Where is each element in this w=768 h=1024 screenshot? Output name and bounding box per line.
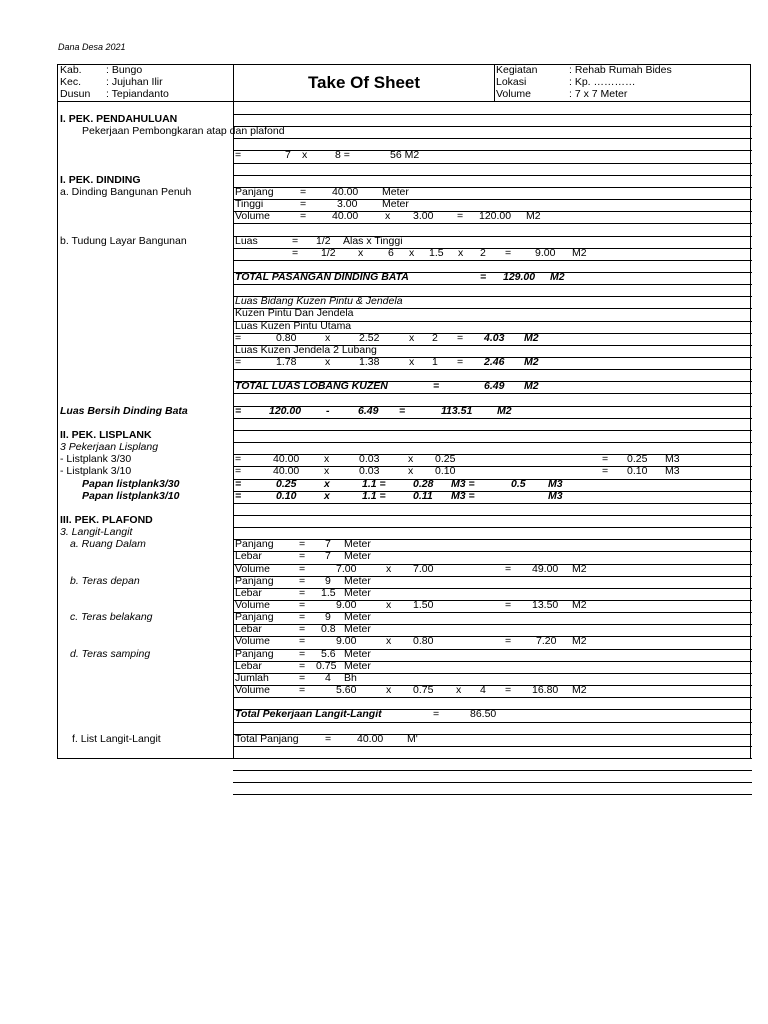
calc-cell: Meter [382, 185, 409, 198]
header-key: Kab. [60, 64, 82, 76]
grid-line [233, 624, 752, 625]
calc-cell: = [299, 611, 306, 624]
calc-cell: 0.80 [413, 635, 434, 648]
section-label: Pekerjaan Pembongkaran atap dan plafond [82, 125, 285, 138]
calc-cell: 0.10 [627, 465, 648, 478]
calc-cell: x [324, 465, 330, 478]
calc-cell: 0.28 [413, 477, 434, 490]
calc-cell: Meter [344, 574, 371, 587]
calc-cell: Luas Kuzen Pintu Utama [235, 319, 352, 332]
calc-cell: 3.00 [413, 210, 434, 223]
calc-cell: = [235, 331, 242, 344]
calc-cell: 1/2 [316, 234, 331, 247]
grid-line [233, 794, 752, 795]
calc-cell: 2 [432, 331, 438, 344]
grid-line [233, 697, 752, 698]
calc-cell: 13.50 [532, 599, 559, 611]
calc-cell: - [326, 404, 330, 417]
grid-line [233, 126, 752, 127]
calc-cell: 5.6 [321, 647, 336, 660]
grid-line [233, 612, 752, 613]
calc-cell: M3 [665, 453, 680, 466]
sheet-title: Take Of Sheet [307, 73, 421, 92]
header-divider [494, 65, 495, 101]
grid-line [233, 734, 752, 735]
section-label: - Listplank 3/30 [60, 453, 132, 466]
calc-cell: M2 [572, 246, 587, 259]
calc-cell: 1.1 = [362, 477, 386, 490]
calc-cell: = [235, 489, 242, 502]
calc-cell: 0.5 [511, 477, 526, 490]
calc-cell: 0.80 [276, 331, 297, 344]
calc-cell: 6.49 [358, 404, 379, 417]
header-value: : 7 x 7 Meter [569, 88, 628, 100]
column-divider [233, 65, 234, 758]
header-key: Lokasi [496, 76, 527, 88]
calc-cell: 86.50 [470, 708, 497, 721]
calc-cell: 1.78 [276, 356, 297, 368]
grid-line [233, 479, 752, 480]
calc-cell: = [505, 246, 512, 259]
calc-cell: Volume [235, 684, 271, 697]
grid-line [233, 187, 752, 188]
calc-cell: = [300, 198, 307, 211]
grid-line [233, 393, 752, 394]
grid-line [233, 564, 752, 565]
calc-cell: 6.49 [484, 380, 505, 393]
calc-cell: Total Panjang [235, 732, 299, 745]
calc-cell: = [299, 586, 306, 599]
calc-cell: 1.38 [359, 356, 380, 368]
calc-cell: x [409, 246, 415, 259]
grid-line [233, 236, 752, 237]
grid-line [233, 722, 752, 723]
calc-cell: 56 M2 [390, 149, 420, 162]
header-value: : Jujuhan Ilir [106, 76, 163, 88]
calc-cell: Lebar [235, 550, 262, 563]
calc-cell: x [324, 477, 330, 490]
calc-cell: 0.75 [316, 659, 337, 672]
calc-cell: = [235, 149, 242, 162]
calc-cell: x [409, 331, 415, 344]
calc-cell: 40.00 [332, 210, 359, 223]
calc-cell: 6 [388, 246, 394, 259]
calc-cell: = [433, 380, 440, 393]
calc-cell: 0.25 [276, 477, 297, 490]
calc-cell: 1.50 [413, 599, 434, 611]
calc-cell: M2 [524, 380, 539, 393]
calc-cell: M3 [548, 489, 563, 502]
grid-line [233, 758, 752, 759]
calc-cell: 0.11 [413, 489, 433, 502]
calc-cell: Panjang [235, 185, 274, 198]
calc-cell: = [299, 647, 306, 660]
calc-cell: x [324, 453, 330, 466]
calc-cell: 1.5 [321, 586, 336, 599]
grid-line [233, 576, 752, 577]
calc-cell: x [302, 149, 308, 162]
calc-cell: 0.25 [435, 453, 456, 466]
calc-cell: = [299, 623, 306, 636]
calc-cell: Luas Bidang Kuzen Pintu & Jendela [235, 295, 403, 308]
calc-cell: 129.00 [503, 270, 536, 283]
calc-cell: 9 [325, 611, 331, 624]
calc-cell: 0.10 [435, 465, 456, 478]
calc-cell: M3 = [451, 489, 475, 502]
calc-cell: x [409, 356, 415, 368]
calc-cell: TOTAL PASANGAN DINDING BATA [235, 270, 409, 283]
calc-cell: M3 [548, 477, 563, 490]
calc-cell: = [480, 270, 487, 283]
calc-cell: = [292, 234, 299, 247]
calc-cell: 1 [432, 356, 438, 368]
calc-cell: = [300, 210, 307, 223]
calc-cell: Meter [344, 647, 371, 660]
grid-line [233, 284, 752, 285]
calc-cell: Volume [235, 210, 271, 223]
calc-cell: = [505, 684, 512, 697]
grid-line [233, 491, 752, 492]
header-value: : Bungo [106, 64, 143, 76]
calc-cell: = [292, 246, 299, 259]
calc-cell: M3 = [451, 477, 475, 490]
calc-cell: x [458, 246, 464, 259]
calc-cell: Meter [344, 623, 371, 636]
calc-cell: 9.00 [535, 246, 556, 259]
calc-cell: = [235, 465, 242, 478]
calc-cell: x [408, 465, 414, 478]
calc-cell: = [235, 404, 242, 417]
grid-line [233, 515, 752, 516]
calc-cell: x [325, 331, 331, 344]
grid-line [233, 503, 752, 504]
calc-cell: Lebar [235, 623, 262, 636]
calc-cell: Panjang [235, 647, 274, 660]
calc-cell: 9 [325, 574, 331, 587]
calc-cell: 9.00 [336, 635, 357, 648]
header-key: Kec. [60, 76, 82, 88]
section-label: d. Teras samping [70, 647, 151, 660]
calc-cell: Panjang [235, 574, 274, 587]
section-label: Papan listplank3/30 [82, 477, 180, 490]
grid-line [233, 673, 752, 674]
calc-cell: Volume [235, 635, 271, 648]
calc-cell: x [456, 684, 462, 697]
calc-cell: M2 [572, 562, 587, 575]
grid-line [233, 369, 752, 370]
grid-line [233, 223, 752, 224]
calc-cell: Panjang [235, 538, 274, 551]
grid-line [233, 260, 752, 261]
grid-line [233, 746, 752, 747]
calc-cell: = [299, 574, 306, 587]
section-label: Papan listplank3/10 [82, 489, 180, 502]
calc-cell: = [505, 599, 512, 611]
calc-cell: 7 [325, 550, 331, 563]
calc-cell: Volume [235, 599, 271, 611]
calc-cell: = [300, 185, 307, 198]
calc-cell: Meter [344, 586, 371, 599]
calc-cell: M3 [665, 465, 680, 478]
calc-cell: 16.80 [532, 684, 559, 697]
calc-cell: 8 = [335, 149, 350, 162]
calc-cell: 7.00 [413, 562, 434, 575]
header-key: Kegiatan [496, 64, 538, 76]
section-label: II. PEK. LISPLANK [60, 428, 152, 441]
calc-cell: Alas x Tinggi [343, 234, 403, 247]
calc-cell: 4 [325, 671, 331, 684]
section-label: III. PEK. PLAFOND [60, 513, 153, 526]
grid-line [233, 539, 752, 540]
section-label: f. List Langit-Langit [72, 732, 161, 745]
calc-cell: Meter [344, 659, 371, 672]
calc-cell: = [299, 550, 306, 563]
take-off-sheet [57, 64, 751, 759]
calc-cell: x [324, 489, 330, 502]
calc-cell: 7 [325, 538, 331, 551]
grid-line [233, 418, 752, 419]
grid-line [233, 649, 752, 650]
calc-cell: 0.03 [359, 453, 380, 466]
calc-cell: 4 [480, 684, 486, 697]
calc-cell: = [602, 465, 609, 478]
calc-cell: = [457, 210, 464, 223]
calc-cell: 1/2 [321, 246, 336, 259]
calc-cell: = [299, 684, 306, 697]
calc-cell: = [505, 562, 512, 575]
calc-cell: Meter [344, 538, 371, 551]
grid-line [233, 588, 752, 589]
header-value: : Rehab Rumah Bides [569, 64, 672, 76]
calc-cell: = [299, 671, 306, 684]
calc-cell: x [386, 562, 392, 575]
calc-cell: = [457, 331, 464, 344]
calc-cell: x [325, 356, 331, 368]
calc-cell: = [235, 453, 242, 466]
section-label: Luas Bersih Dinding Bata [60, 404, 188, 417]
calc-cell: Bh [344, 671, 357, 684]
calc-cell: 9.00 [336, 599, 357, 611]
calc-cell: 2.52 [359, 331, 380, 344]
calc-cell: = [299, 659, 306, 672]
grid-line [233, 138, 752, 139]
calc-cell: 5.60 [336, 684, 357, 697]
section-label: a. Ruang Dalam [70, 538, 146, 551]
header-value: : Kp. ………… [569, 76, 636, 88]
calc-cell: Meter [344, 611, 371, 624]
grid-line [233, 163, 752, 164]
calc-cell: Volume [235, 562, 271, 575]
calc-cell: = [399, 404, 406, 417]
grid-line [233, 430, 752, 431]
calc-cell: x [386, 684, 392, 697]
calc-cell: Jumlah [235, 671, 269, 684]
calc-cell: Kuzen Pintu Dan Jendela [235, 307, 354, 320]
calc-cell: M2 [572, 684, 587, 697]
calc-cell: = [457, 356, 464, 368]
section-label: b. Teras depan [70, 574, 140, 587]
calc-cell: 3.00 [337, 198, 358, 211]
calc-cell: x [386, 635, 392, 648]
calc-cell: 0.75 [413, 684, 434, 697]
calc-cell: 7 [285, 149, 291, 162]
calc-cell: M2 [526, 210, 541, 223]
document-label: Dana Desa 2021 [58, 42, 126, 52]
calc-cell: TOTAL LUAS LOBANG KUZEN [235, 380, 388, 393]
grid-line [233, 685, 752, 686]
grid-line [233, 406, 752, 407]
grid-line [233, 248, 752, 249]
calc-cell: 1.5 [429, 246, 444, 259]
calc-cell: Meter [382, 198, 409, 211]
calc-cell: 1.1 = [362, 489, 386, 502]
grid-line [233, 175, 752, 176]
calc-cell: 0.8 [321, 623, 336, 636]
grid-line [233, 199, 752, 200]
calc-cell: 40.00 [273, 465, 300, 478]
calc-cell: x [358, 246, 364, 259]
calc-cell: Panjang [235, 611, 274, 624]
calc-cell: 120.00 [479, 210, 512, 223]
calc-cell: M2 [524, 356, 539, 368]
calc-cell: Lebar [235, 659, 262, 672]
calc-cell: x [386, 599, 392, 611]
calc-cell: 2.46 [484, 356, 505, 368]
grid-line [233, 150, 752, 151]
header-bottom-border [58, 101, 750, 102]
calc-cell: Meter [344, 550, 371, 563]
section-label: 3. Langit-Langit [60, 526, 133, 539]
header-key: Volume [496, 88, 532, 100]
grid-line [233, 661, 752, 662]
calc-cell: = [505, 635, 512, 648]
section-label: c. Teras belakang [70, 611, 153, 624]
calc-cell: = [602, 453, 609, 466]
calc-cell: M2 [524, 331, 539, 344]
grid-line [233, 600, 752, 601]
grid-line [233, 770, 752, 771]
section-label: I. PEK. DINDING [60, 173, 141, 186]
section-label: b. Tudung Layar Bangunan [60, 234, 187, 247]
calc-cell: Lebar [235, 586, 262, 599]
calc-cell: x [408, 453, 414, 466]
calc-cell: 2 [480, 246, 486, 259]
calc-cell: 7.00 [336, 562, 357, 575]
calc-cell: Luas Kuzen Jendela 2 Lubang [235, 343, 377, 356]
calc-cell: M2 [550, 270, 565, 283]
calc-cell: x [385, 210, 391, 223]
calc-cell: M2 [572, 635, 587, 648]
calc-cell: 4.03 [484, 331, 505, 344]
calc-cell: = [235, 477, 242, 490]
calc-cell: 49.00 [532, 562, 559, 575]
grid-line [233, 527, 752, 528]
calc-cell: M2 [572, 599, 587, 611]
calc-cell: 40.00 [357, 732, 384, 745]
calc-cell: 40.00 [273, 453, 300, 466]
calc-cell: 120.00 [269, 404, 302, 417]
grid-line [233, 551, 752, 552]
calc-cell: M' [407, 732, 418, 745]
section-label: a. Dinding Bangunan Penuh [60, 185, 192, 198]
calc-cell: Luas [235, 234, 258, 247]
calc-cell: 0.25 [627, 453, 648, 466]
calc-cell: 0.10 [276, 489, 297, 502]
calc-cell: Total Pekerjaan Langit-Langit [235, 708, 382, 721]
header-value: : Tepiandanto [106, 88, 169, 100]
calc-cell: 113.51 [441, 404, 473, 417]
calc-cell: = [299, 599, 306, 611]
section-label: I. PEK. PENDAHULUAN [60, 113, 178, 125]
calc-cell: = [299, 635, 306, 648]
grid-line [233, 636, 752, 637]
calc-cell: = [433, 708, 440, 721]
calc-cell: 0.03 [359, 465, 380, 478]
calc-cell: = [299, 538, 306, 551]
grid-line [233, 782, 752, 783]
calc-cell: Tinggi [235, 198, 264, 211]
section-label: - Listplank 3/10 [60, 465, 132, 478]
calc-cell: M2 [497, 404, 512, 417]
calc-cell: = [299, 562, 306, 575]
calc-cell: = [325, 732, 332, 745]
grid-line [233, 114, 752, 115]
header-key: Dusun [60, 88, 91, 100]
calc-cell: 40.00 [332, 185, 359, 198]
grid-line [233, 442, 752, 443]
section-label: 3 Pekerjaan Lisplang [60, 441, 159, 454]
calc-cell: = [235, 356, 242, 368]
calc-cell: 7.20 [536, 635, 557, 648]
